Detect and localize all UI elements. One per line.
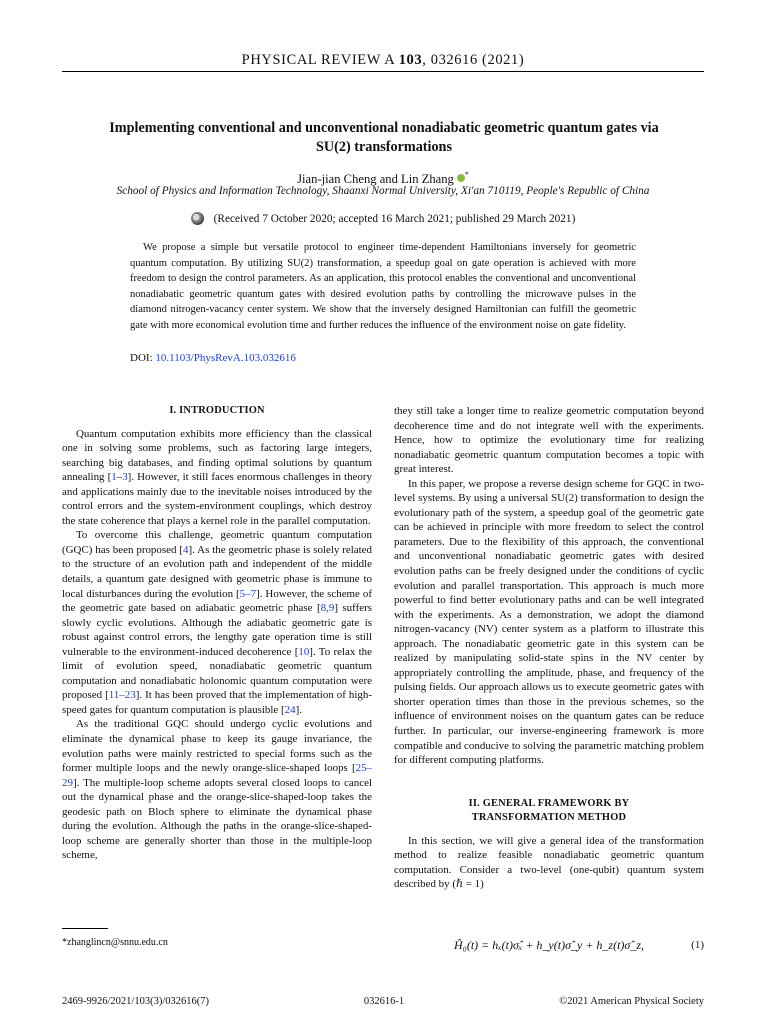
footer-copyright: ©2021 American Physical Society bbox=[559, 996, 704, 1007]
orcid-icon[interactable] bbox=[457, 174, 465, 182]
journal-volume: 103 bbox=[398, 52, 423, 68]
citation-link[interactable]: 8,9 bbox=[320, 602, 335, 615]
corresponding-email[interactable]: *zhanglincn@snnu.edu.cn bbox=[62, 937, 168, 948]
citation-link[interactable]: 24 bbox=[284, 703, 296, 716]
paragraph: To overcome this challenge, geometric quantum computation (GQC) has been proposed [4]. As the geometric phase is solely related to the structure of an evolution path and independent of the middle details, a quantum gate designed with geometric phase is immune to local disturbances during the evolution [5–7]. However, the scheme of the geometric gate based on adiabatic geometric phase [8,9] suffers slowly cyclic evolutions. Although the adiabatic geometric gate is robust against control errors, the lengthy gate operation time is still vulnerable to the environment-induced decoherence [10]. To relax the limit of evolution speed, nonadiabatic geometric quantum computation and nonadiabatic holonomic quantum computation were proposed [11–23]. It has been proved that the implementation of high-speed gates for quantum computation is plausible [24]. bbox=[62, 529, 372, 716]
article-year: , 032616 (2021) bbox=[422, 52, 525, 68]
footer-issn: 2469-9926/2021/103(3)/032616(7) bbox=[62, 996, 209, 1007]
crossmark-icon[interactable] bbox=[191, 212, 204, 225]
running-head bbox=[62, 52, 704, 69]
footnote-rule bbox=[62, 928, 108, 929]
abstract bbox=[130, 240, 636, 334]
left-column bbox=[62, 404, 372, 863]
citation-link[interactable]: 4 bbox=[183, 543, 189, 556]
citation-link[interactable]: 11–23 bbox=[108, 689, 136, 702]
section-gap bbox=[394, 768, 704, 797]
equation-1: Ĥ₀(t) = hₓ(t)σ̂ₓ + h_y(t)σ̂_y + h_z(t)σ̂_z, bbox=[454, 938, 645, 952]
paragraph: Quantum computation exhibits more efficiency than the classical one in solving some problems, such as factoring large integers, searching big databases, and finding optimal solutions by quantum annealing [1–3]. However, it still faces enormous challenges in theory and applications mainly due to the inevitable noises introduced by the control errors and the system-environment couplings, which destroy the state coherence that plays a kernel role in the parallel computation. bbox=[62, 427, 372, 527]
paragraph: In this section, we will give a general idea of the transformation method to realize feasible nonadiabatic geometric quantum computation. Consider a two-level (one-qubit) quantum system described by (ℏ = 1) bbox=[394, 834, 704, 891]
abstract-text: We propose a simple but versatile protocol to engineer time-dependent Hamiltonians inversely for geometric quantum computation. By utilizing SU(2) transformation, a speedup goal on gate operation is achieved with more freedom to design the control parameters. As an application, this protocol enables the conventional and unconventional nonadiabatic geometric quantum gates with desired evolution paths by controlling the microwave pulses in the diamond nitrogen-vacancy center system. We show that the inversely designed Hamiltonian can fulfill the geometric gate with more economical evolution time and further reduces the influence of the environment noise on gate fidelity. bbox=[130, 242, 636, 331]
citation-link[interactable]: 1 bbox=[111, 471, 117, 484]
corresponding-author-mark: * bbox=[464, 170, 469, 179]
citation-link[interactable]: 3 bbox=[122, 471, 128, 484]
citation-link[interactable]: 25–29 bbox=[62, 762, 372, 789]
doi-label: DOI: bbox=[130, 352, 153, 364]
paragraph: As the traditional GQC should undergo cyclic evolutions and eliminate the dynamical phase to keep its gauge invariance, the evolution paths were mainly restricted to special forms such as the former multiple loops and the newly orange-slice-shaped loops [25–29]. The multiple-loop scheme adopts several closed loops to cancel out the dynamical phase and the orange-slice-shaped-loop takes the geodesic path on Bloch sphere to eliminate the dynamical phase during the evolution. Although the paths in the orange-slice-shaped-loop scheme are generally shorter than those in the multiple-loop scheme, bbox=[62, 718, 372, 862]
authors: Jian-jian Cheng and Lin Zhang bbox=[297, 172, 454, 186]
received-dates: (Received 7 October 2020; accepted 16 March 2021; published 29 March 2021) bbox=[213, 213, 576, 225]
paragraph: they still take a longer time to realize geometric computation beyond decoherence time and do not integrate well with the experiments. Hence, how to optimize the evolutionary time for realizing nonadiabatic geometric quantum computation becomes a topic with great interest. bbox=[394, 405, 704, 476]
right-column bbox=[394, 404, 704, 892]
affiliation: School of Physics and Information Technology, Shaanxi Normal University, Xi'an 710119, People's Republic of China bbox=[116, 185, 650, 197]
paper-title: Implementing conventional and unconventional nonadiabatic geometric quantum gates via SU(2) transformations bbox=[109, 120, 659, 155]
received-line bbox=[62, 212, 704, 225]
citation-link[interactable]: 10 bbox=[298, 645, 310, 658]
equation-number: (1) bbox=[691, 939, 704, 951]
section-heading-introduction: I. INTRODUCTION bbox=[169, 405, 265, 416]
journal-name: PHYSICAL REVIEW A bbox=[241, 52, 395, 68]
paragraph: In this paper, we propose a reverse design scheme for GQC in two-level systems. By using a universal SU(2) transformation to design the evolutionary path of the system, a speedup goal of the geometric gate can be achieved in principle with more freedom to select the control parameters. Due to the flexibility of this approach, the conventional and unconventional nonadiabatic geometric gates with desired evolution paths can be freely designed under the conditions of cyclic evolution and parallel transportation. This approach is much more powerful to find better evolutionary paths and can be well integrated with the experiments. As a demonstration, we adopt the diamond nitrogen-vacancy (NV) center system as a platform to illustrate this approach. The nonadiabatic geometric gate in this system can be realized by manipulating solid-state spins in the NV center by appropriately controlling the amplitude, phase, and frequency of the pulsing fields. Our approach allows us to execute geometric gates with shorter operation times than those in the previous schemes, so the influence of environment noises on the quantum gates can be reduce further. In particular, our inverse-engineering framework is more compatible and conducive to solving the parametric matching problem for different computing platforms. bbox=[394, 477, 704, 767]
doi-link[interactable]: 10.1103/PhysRevA.103.032616 bbox=[155, 352, 296, 364]
citation-link[interactable]: 5–7 bbox=[239, 587, 257, 600]
doi-line bbox=[130, 352, 296, 364]
header-rule bbox=[62, 71, 704, 72]
footer-page: 032616-1 bbox=[363, 996, 405, 1007]
section-heading-framework: II. GENERAL FRAMEWORK BY TRANSFORMATION METHOD bbox=[468, 797, 630, 824]
